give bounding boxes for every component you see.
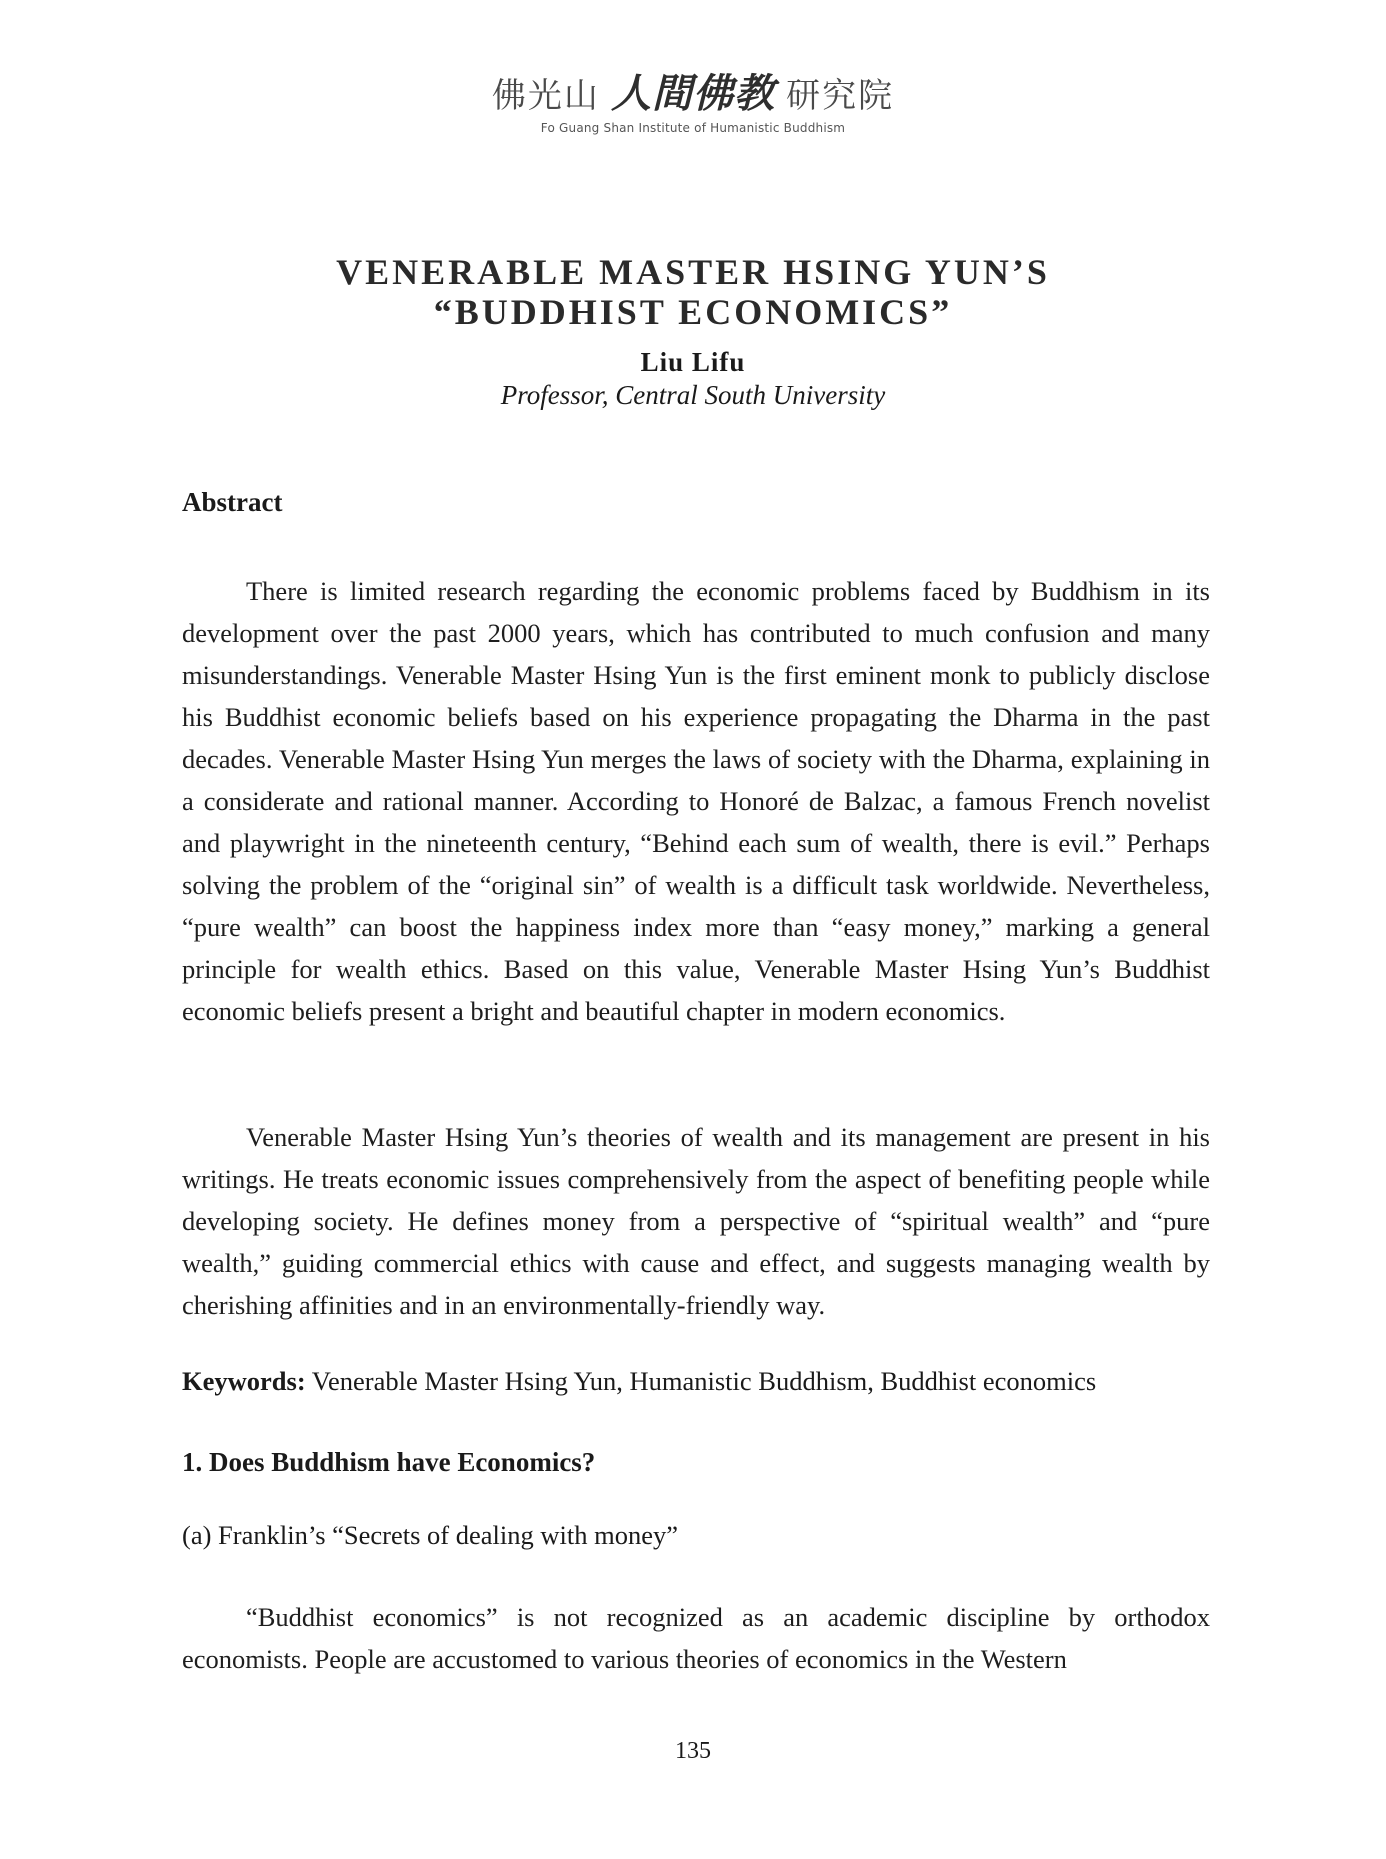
abstract-paragraph-1: There is limited research regarding the economic problems faced by Buddhism in its development over the past 2000 years, which has contributed to much confusion and many misunderstandings. Venerable Master Hsing Yun is the first eminent monk to publicly disclose his Buddhist economic beliefs based on his experience propagating the Dharma in the past decades. Venerable Master Hsing Yun merges the laws of society with the Dharma, explaining in a considerate and rational manner. According to Honoré de Balzac, a famous French novelist and playwright in the nineteenth century, “Behind each sum of wealth, there is evil.” Perhaps solving the problem of the “original sin” of wealth is a difficult task worldwide. Nevertheless, “pure wealth” can boost the happiness index more than “easy money,” marking a general principle for wealth ethics. Based on this value, Venerable Master Hsing Yun’s Buddhist economic beliefs present a bright and beautiful chapter in modern economics. — [182, 576, 1210, 1026]
keywords-label: Keywords: — [182, 1366, 306, 1396]
author-name: Liu Lifu — [640, 347, 746, 377]
title-block — [0, 252, 1386, 412]
logo-english-text: Fo Guang Shan Institute of Humanistic Buddhism — [540, 121, 846, 135]
logo-chinese-text — [0, 62, 1386, 119]
title-line-1: VENERABLE MASTER HSING YUN’S — [336, 252, 1050, 292]
abstract-paragraph-2: Venerable Master Hsing Yun’s theories of wealth and its management are present in his writings. He treats economic issues comprehensively from the aspect of benefiting people while developing society. He defines money from a perspective of “spiritual wealth” and “pure wealth,” guiding commercial ethics with cause and effect, and suggests managing wealth by cherishing affinities and in an environmentally-friendly way. — [182, 1122, 1210, 1320]
logo-cn-calligraphy: 人間佛教 — [611, 70, 775, 117]
page-number: 135 — [675, 1738, 711, 1764]
title-line-2: “BUDDHIST ECONOMICS” — [433, 292, 953, 332]
author-affiliation: Professor, Central South University — [500, 380, 886, 410]
logo-cn-left: 佛光山 — [491, 76, 600, 116]
keywords-line — [182, 1366, 1096, 1397]
subsection-heading: (a) Franklin’s “Secrets of dealing with money” — [182, 1520, 678, 1550]
paper-title — [0, 252, 1386, 332]
abstract-heading: Abstract — [182, 487, 283, 517]
body-paragraph: “Buddhist economics” is not recognized as an academic discipline by orthodox economists. People are accustomed to various theories of economics in the Western — [182, 1602, 1210, 1674]
institute-logo — [0, 62, 1386, 135]
keywords-text: Venerable Master Hsing Yun, Humanistic Buddhism, Buddhist economics — [305, 1366, 1097, 1396]
section-heading: 1. Does Buddhism have Economics? — [182, 1447, 596, 1477]
logo-cn-right: 研究院 — [786, 76, 895, 116]
